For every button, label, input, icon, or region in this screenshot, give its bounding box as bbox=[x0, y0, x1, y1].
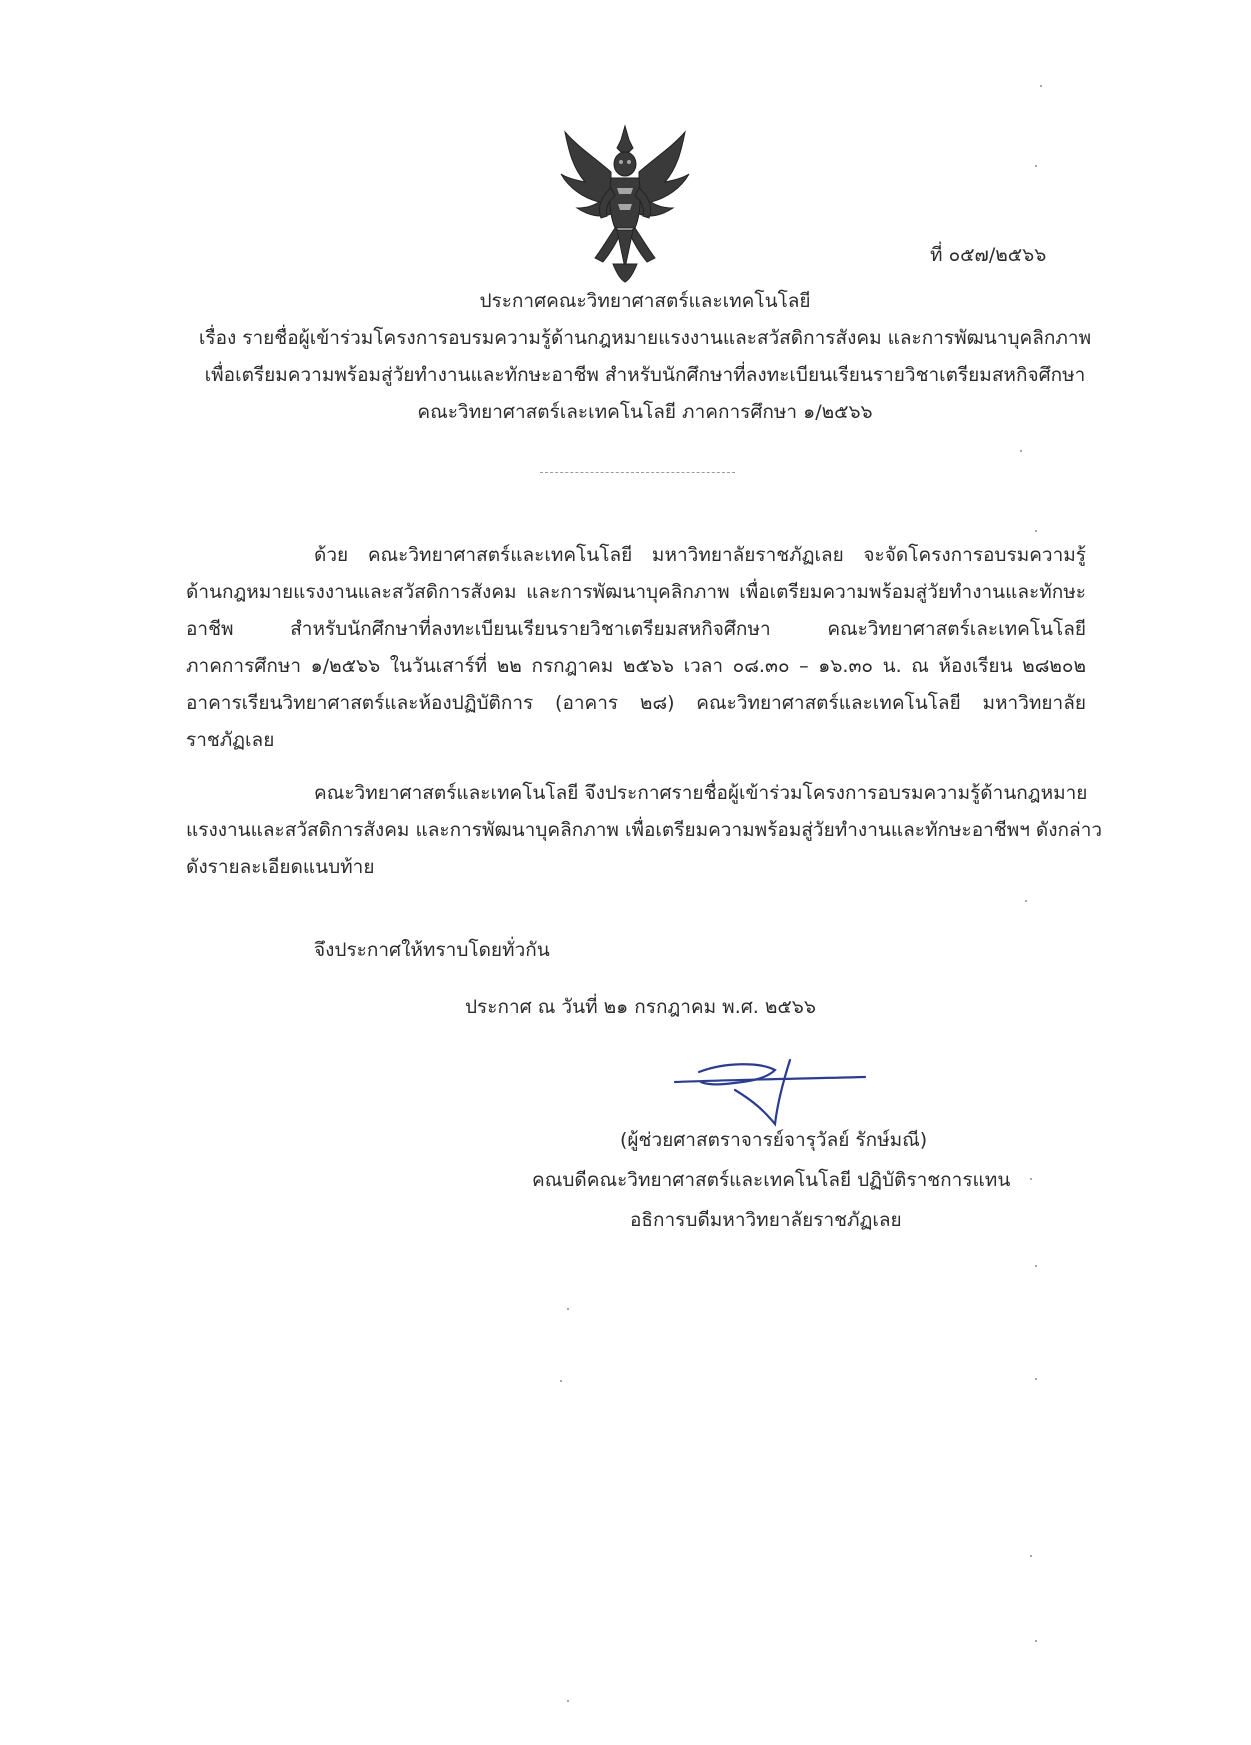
scan-speck bbox=[560, 1380, 562, 1382]
title-divider bbox=[540, 472, 735, 473]
scan-speck bbox=[1035, 1265, 1037, 1267]
scan-speck bbox=[1035, 530, 1037, 532]
scan-speck bbox=[1030, 1178, 1032, 1180]
scan-speck bbox=[1035, 165, 1037, 167]
scan-speck bbox=[1020, 450, 1022, 452]
scan-speck bbox=[1025, 900, 1027, 902]
garuda-emblem-icon bbox=[555, 118, 695, 286]
document-number: ที่ ๐๕๗/๒๕๖๖ bbox=[930, 244, 1047, 266]
paragraph-announcement bbox=[186, 778, 1103, 898]
handwritten-signature bbox=[665, 1052, 875, 1132]
signer-title: อธิการบดีมหาวิทยาลัยราชภัฏเลย bbox=[630, 1209, 902, 1231]
scan-speck bbox=[567, 1308, 569, 1310]
scan-speck bbox=[1035, 1640, 1037, 1642]
title-line: คณะวิทยาศาสตร์เละเทคโนโลยี ภาคการศึกษา ๑/๒๕๖๖ bbox=[417, 401, 873, 423]
scan-speck bbox=[1040, 85, 1042, 87]
title-line: เพื่อเตรียมความพร้อมสู่วัยทำงานและทักษะอาชีพ สำหรับนักศึกษาที่ลงทะเบียนเรียนรายวิชาเตรียมสหกิจศึกษา bbox=[204, 364, 1086, 386]
signer-name: (ผู้ช่วยศาสตราจารย์จารุวัลย์ รักษ์มณี) bbox=[620, 1129, 928, 1151]
title-line: เรื่อง รายชื่อผู้เข้าร่วมโครงการอบรมความรู้ด้านกฎหมายแรงงานและสวัสดิการสังคม และการพัฒนาบุคลิกภาพ bbox=[198, 327, 1092, 349]
paragraph-line: ภาคการศึกษา ๑/๒๕๖๖ ในวันเสาร์ที่ ๒๒ กรกฎาคม ๒๕๖๖ เวลา ๐๘.๓๐ – ๑๖.๓๐ น. ณ ห้องเรียน ๒๘๒๐๒ bbox=[186, 655, 1086, 677]
paragraph-line: อาชีพ สำหรับนักศึกษาที่ลงทะเบียนเรียนรายวิชาเตรียมสหกิจศึกษา คณะวิทยาศาสตร์เละเทคโนโลยี bbox=[186, 618, 1086, 640]
paragraph-intro bbox=[186, 540, 1086, 751]
announcement-title bbox=[150, 283, 1140, 431]
paragraph-line: ด้วย คณะวิทยาศาสตร์และเทคโนโลยี มหาวิทยาลัยราชภัฏเลย จะจัดโครงการอบรมความรู้ bbox=[314, 544, 1086, 566]
scan-speck bbox=[1035, 1378, 1037, 1380]
signer-title: คณบดีคณะวิทยาศาสตร์และเทคโนโลยี ปฏิบัติราชการแทน bbox=[532, 1169, 1011, 1191]
title-line: ประกาศคณะวิทยาศาสตร์และเทคโนโลยี bbox=[479, 290, 811, 312]
scan-speck bbox=[567, 1700, 569, 1702]
closing-statement: จึงประกาศให้ทราบโดยทั่วกัน bbox=[314, 939, 550, 961]
paragraph-line: ดังรายละเอียดแนบท้าย bbox=[186, 856, 375, 878]
paragraph-line: ด้านกฎหมายแรงงานและสวัสดิการสังคม และการพัฒนาบุคลิกภาพ เพื่อเตรียมความพร้อมสู่วัยทำงานและทักษะ bbox=[186, 581, 1086, 603]
paragraph-line: คณะวิทยาศาสตร์และเทคโนโลยี จึงประกาศรายชื่อผู้เข้าร่วมโครงการอบรมความรู้ด้านกฎหมาย bbox=[314, 782, 1088, 804]
scan-speck bbox=[1030, 1555, 1032, 1557]
announcement-date: ประกาศ ณ วันที่ ๒๑ กรกฎาคม พ.ศ. ๒๕๖๖ bbox=[465, 996, 816, 1018]
paragraph-line: แรงงานและสวัสดิการสังคม และการพัฒนาบุคลิกภาพ เพื่อเตรียมความพร้อมสู่วัยทำงานและทักษะอาชีพฯ ดังกล่าว bbox=[186, 819, 1103, 841]
paragraph-line: ราชภัฏเลย bbox=[186, 729, 275, 751]
paragraph-line: อาคารเรียนวิทยาศาสตร์และห้องปฏิบัติการ (อาคาร ๒๘) คณะวิทยาศาสตร์และเทคโนโลยี มหาวิทยาลัย bbox=[186, 692, 1086, 714]
